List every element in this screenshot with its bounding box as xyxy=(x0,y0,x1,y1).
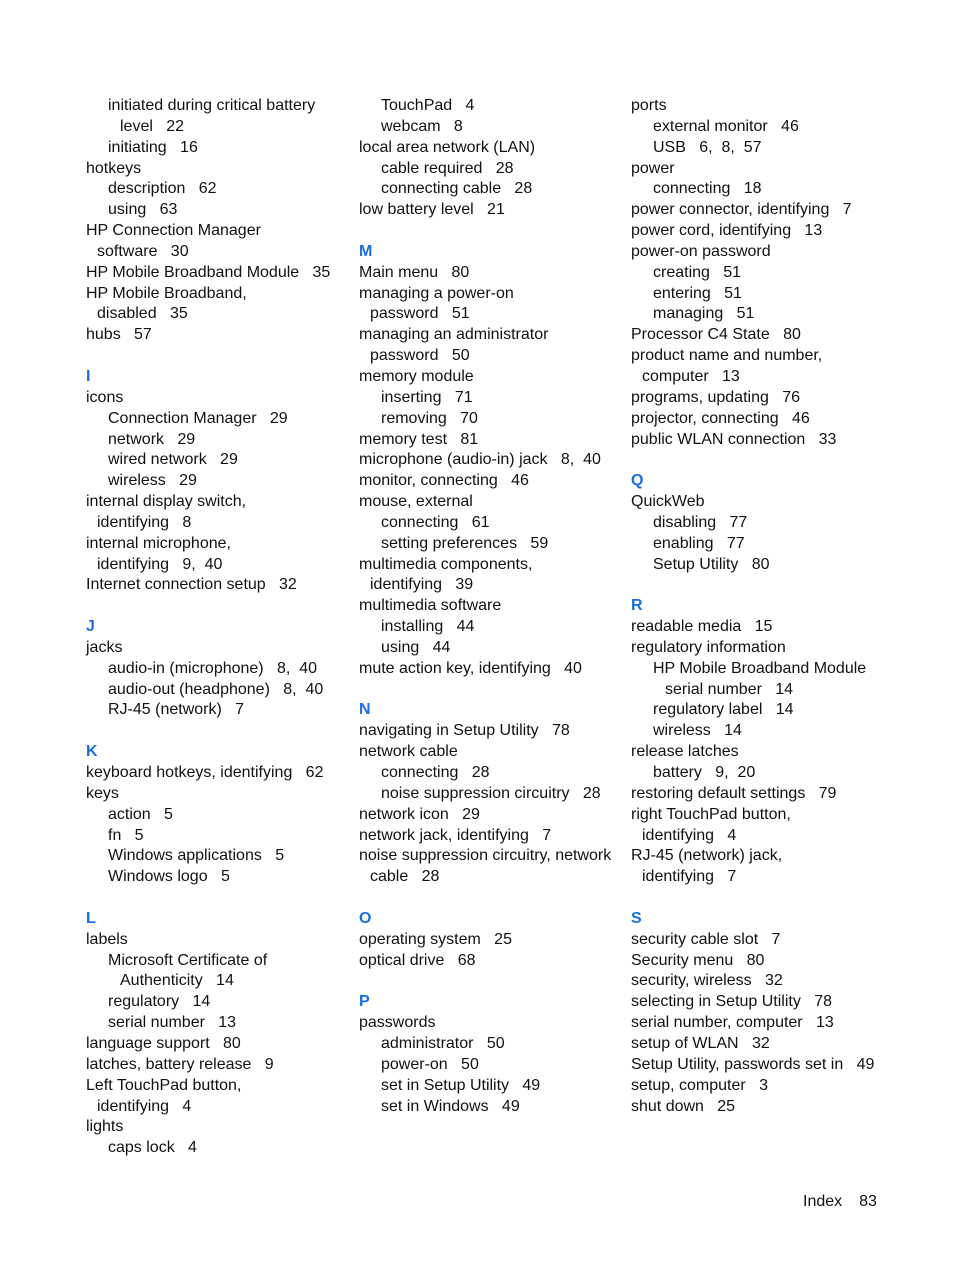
index-subentry: set in Setup Utility 49 xyxy=(381,1076,541,1094)
index-subentry: wired network 29 xyxy=(108,451,238,469)
index-entry: jacks xyxy=(86,638,123,656)
index-subentry: Connection Manager 29 xyxy=(108,409,288,427)
index-entry: lights xyxy=(86,1118,124,1136)
index-subentry: regulatory 14 xyxy=(108,993,211,1011)
index-subentry: password 50 xyxy=(370,347,470,365)
index-subentry: wireless 29 xyxy=(108,472,197,490)
index-entry: power xyxy=(631,159,675,177)
index-letter-heading: K xyxy=(86,743,98,761)
index-subentry: Windows applications 5 xyxy=(108,847,285,865)
index-subentry: action 5 xyxy=(108,805,173,823)
index-subentry: serial number 13 xyxy=(108,1014,237,1032)
index-entry: managing an administrator xyxy=(359,326,549,344)
index-subentry: removing 70 xyxy=(381,409,478,427)
index-subentry: initiated during critical battery xyxy=(108,97,316,114)
index-subentry: installing 44 xyxy=(381,618,475,636)
index-entry: power-on password xyxy=(631,242,771,260)
index-subentry: Windows logo 5 xyxy=(108,868,230,886)
index-entry: internal display switch, xyxy=(86,493,247,511)
index-entry: HP Mobile Broadband, xyxy=(86,284,247,302)
index-subentry: webcam 8 xyxy=(381,117,463,135)
index-entry: managing a power-on xyxy=(359,284,514,302)
index-entry: optical drive 68 xyxy=(359,951,476,969)
index-entry: ports xyxy=(631,97,667,114)
index-entry: restoring default settings 79 xyxy=(631,784,837,802)
index-subentry: wireless 14 xyxy=(653,722,742,740)
index-subentry: regulatory label 14 xyxy=(653,701,794,719)
index-subentry: identifying 8 xyxy=(97,513,192,531)
index-subentry: identifying 39 xyxy=(370,576,474,594)
index-entry: regulatory information xyxy=(631,638,786,656)
index-subentry: description 62 xyxy=(108,180,217,198)
index-subentry: Microsoft Certificate of xyxy=(108,951,268,969)
section-spacer xyxy=(631,888,893,909)
section-spacer xyxy=(86,596,348,617)
index-entry: security, wireless 32 xyxy=(631,972,783,990)
index-subentry: password 51 xyxy=(370,305,470,323)
index-letter-heading: S xyxy=(631,909,642,927)
index-entry: hotkeys xyxy=(86,159,142,177)
index-entry: latches, battery release 9 xyxy=(86,1055,274,1073)
index-letter-heading: Q xyxy=(631,472,644,490)
index-subentry: connecting cable 28 xyxy=(381,180,533,198)
index-subentry: connecting 18 xyxy=(653,180,762,198)
index-entry: mute action key, identifying 40 xyxy=(359,659,582,677)
index-entry: passwords xyxy=(359,1014,436,1032)
page-footer xyxy=(803,1192,877,1212)
index-subentry: connecting 61 xyxy=(381,513,490,531)
index-entry: HP Connection Manager xyxy=(86,222,261,240)
index-entry: Left TouchPad button, xyxy=(86,1076,242,1094)
index-subentry: set in Windows 49 xyxy=(381,1097,520,1115)
index-subentry: connecting 28 xyxy=(381,764,490,781)
index-subentry: identifying 9, 40 xyxy=(97,555,223,573)
index-entry: public WLAN connection 33 xyxy=(631,430,837,448)
section-spacer xyxy=(86,721,348,742)
index-entry: network jack, identifying 7 xyxy=(359,826,552,844)
index-entry: setup of WLAN 32 xyxy=(631,1034,770,1052)
index-subentry: cable required 28 xyxy=(381,159,514,177)
index-entry: selecting in Setup Utility 78 xyxy=(631,993,832,1011)
index-subentry: RJ-45 (network) 7 xyxy=(108,701,245,719)
section-spacer xyxy=(631,575,893,596)
index-entry: language support 80 xyxy=(86,1034,241,1052)
index-entry: right TouchPad button, xyxy=(631,805,791,823)
index-subentry: caps lock 4 xyxy=(108,1139,197,1157)
index-subentry: battery 9, 20 xyxy=(653,764,756,781)
index-subentry: initiating 16 xyxy=(108,138,198,156)
section-spacer xyxy=(631,450,893,471)
index-entry: Processor C4 State 80 xyxy=(631,326,801,344)
index-entry: network cable xyxy=(359,743,458,761)
index-subentry: audio-in (microphone) 8, 40 xyxy=(108,659,317,677)
index-subentry: managing 51 xyxy=(653,305,755,323)
section-spacer xyxy=(359,888,621,909)
index-letter-heading: J xyxy=(86,618,95,636)
index-entry: low battery level 21 xyxy=(359,201,505,219)
index-entry: HP Mobile Broadband Module 35 xyxy=(86,263,331,281)
index-letter-heading: M xyxy=(359,242,373,260)
index-subentry: network 29 xyxy=(108,430,196,448)
index-entry: navigating in Setup Utility 78 xyxy=(359,722,570,740)
index-subentry: enabling 77 xyxy=(653,534,745,552)
index-entry: power cord, identifying 13 xyxy=(631,222,823,240)
index-entry: microphone (audio-in) jack 8, 40 xyxy=(359,451,601,469)
index-subentry: Authenticity 14 xyxy=(120,972,234,990)
index-subentry: Setup Utility 80 xyxy=(653,555,770,573)
index-column-1 xyxy=(86,96,348,1159)
index-entry: security cable slot 7 xyxy=(631,930,781,948)
index-entry: product name and number, xyxy=(631,347,823,365)
index-entry: RJ-45 (network) jack, xyxy=(631,847,783,865)
index-subentry: inserting 71 xyxy=(381,388,473,406)
index-subentry: using 44 xyxy=(381,638,451,656)
index-entry: QuickWeb xyxy=(631,493,705,511)
index-entry: Security menu 80 xyxy=(631,951,765,969)
index-entry: monitor, connecting 46 xyxy=(359,472,529,490)
index-entry: hubs 57 xyxy=(86,326,152,344)
index-entry: shut down 25 xyxy=(631,1097,736,1115)
index-letter-heading: N xyxy=(359,701,371,719)
index-entry: mouse, external xyxy=(359,493,473,511)
index-subentry: setting preferences 59 xyxy=(381,534,549,552)
index-subentry: USB 6, 8, 57 xyxy=(653,138,762,156)
index-entry: Internet connection setup 32 xyxy=(86,576,297,594)
index-letter-heading: P xyxy=(359,993,370,1011)
index-subentry: computer 13 xyxy=(642,367,740,385)
index-letter-heading: I xyxy=(86,367,91,385)
index-entry: noise suppression circuitry, network xyxy=(359,847,612,865)
index-entry: icons xyxy=(86,388,124,406)
index-subentry: audio-out (headphone) 8, 40 xyxy=(108,680,324,698)
section-spacer xyxy=(86,346,348,367)
page-number: 83 xyxy=(859,1193,877,1210)
index-subentry: TouchPad 4 xyxy=(381,97,475,114)
index-entry: release latches xyxy=(631,743,739,761)
index-subentry: administrator 50 xyxy=(381,1034,505,1052)
index-subentry: level 22 xyxy=(120,117,185,135)
index-entry: Setup Utility, passwords set in 49 xyxy=(631,1055,875,1073)
index-letter-heading: O xyxy=(359,909,372,927)
index-subentry: cable 28 xyxy=(370,868,440,886)
index-entry: multimedia components, xyxy=(359,555,533,573)
index-entry: setup, computer 3 xyxy=(631,1076,768,1094)
index-entry: readable media 15 xyxy=(631,618,773,636)
index-subentry: disabled 35 xyxy=(97,305,188,323)
section-spacer xyxy=(86,888,348,909)
index-column-3 xyxy=(631,96,893,1117)
index-subentry: external monitor 46 xyxy=(653,117,799,135)
section-spacer xyxy=(359,680,621,701)
index-entry: keyboard hotkeys, identifying 62 xyxy=(86,764,324,781)
index-letter-heading: R xyxy=(631,597,643,615)
index-subentry: software 30 xyxy=(97,242,189,260)
index-subentry: serial number 14 xyxy=(665,680,794,698)
index-subentry: identifying 7 xyxy=(642,868,737,886)
index-subentry: noise suppression circuitry 28 xyxy=(381,784,601,802)
index-entry: programs, updating 76 xyxy=(631,388,800,406)
section-spacer xyxy=(359,221,621,242)
index-column-2 xyxy=(359,96,621,1117)
index-entry: projector, connecting 46 xyxy=(631,409,810,427)
index-letter-heading: L xyxy=(86,909,96,927)
index-subentry: creating 51 xyxy=(653,263,742,281)
index-entry: multimedia software xyxy=(359,597,502,615)
index-subentry: using 63 xyxy=(108,201,178,219)
index-subentry: disabling 77 xyxy=(653,513,748,531)
index-entry: memory test 81 xyxy=(359,430,479,448)
index-subentry: power-on 50 xyxy=(381,1055,479,1073)
index-entry: operating system 25 xyxy=(359,930,512,948)
index-subentry: identifying 4 xyxy=(97,1097,192,1115)
index-entry: keys xyxy=(86,784,119,802)
index-entry: labels xyxy=(86,930,128,948)
index-entry: local area network (LAN) xyxy=(359,138,536,156)
index-entry: network icon 29 xyxy=(359,805,480,823)
index-subentry: HP Mobile Broadband Module xyxy=(653,659,867,677)
index-entry: internal microphone, xyxy=(86,534,231,552)
index-subentry: fn 5 xyxy=(108,826,144,844)
index-subentry: identifying 4 xyxy=(642,826,737,844)
section-spacer xyxy=(359,971,621,992)
index-entry: memory module xyxy=(359,367,474,385)
index-entry: serial number, computer 13 xyxy=(631,1014,834,1032)
index-subentry: entering 51 xyxy=(653,284,742,302)
index-entry: Main menu 80 xyxy=(359,263,470,281)
index-entry: power connector, identifying 7 xyxy=(631,201,852,219)
footer-section-label: Index xyxy=(803,1193,843,1210)
